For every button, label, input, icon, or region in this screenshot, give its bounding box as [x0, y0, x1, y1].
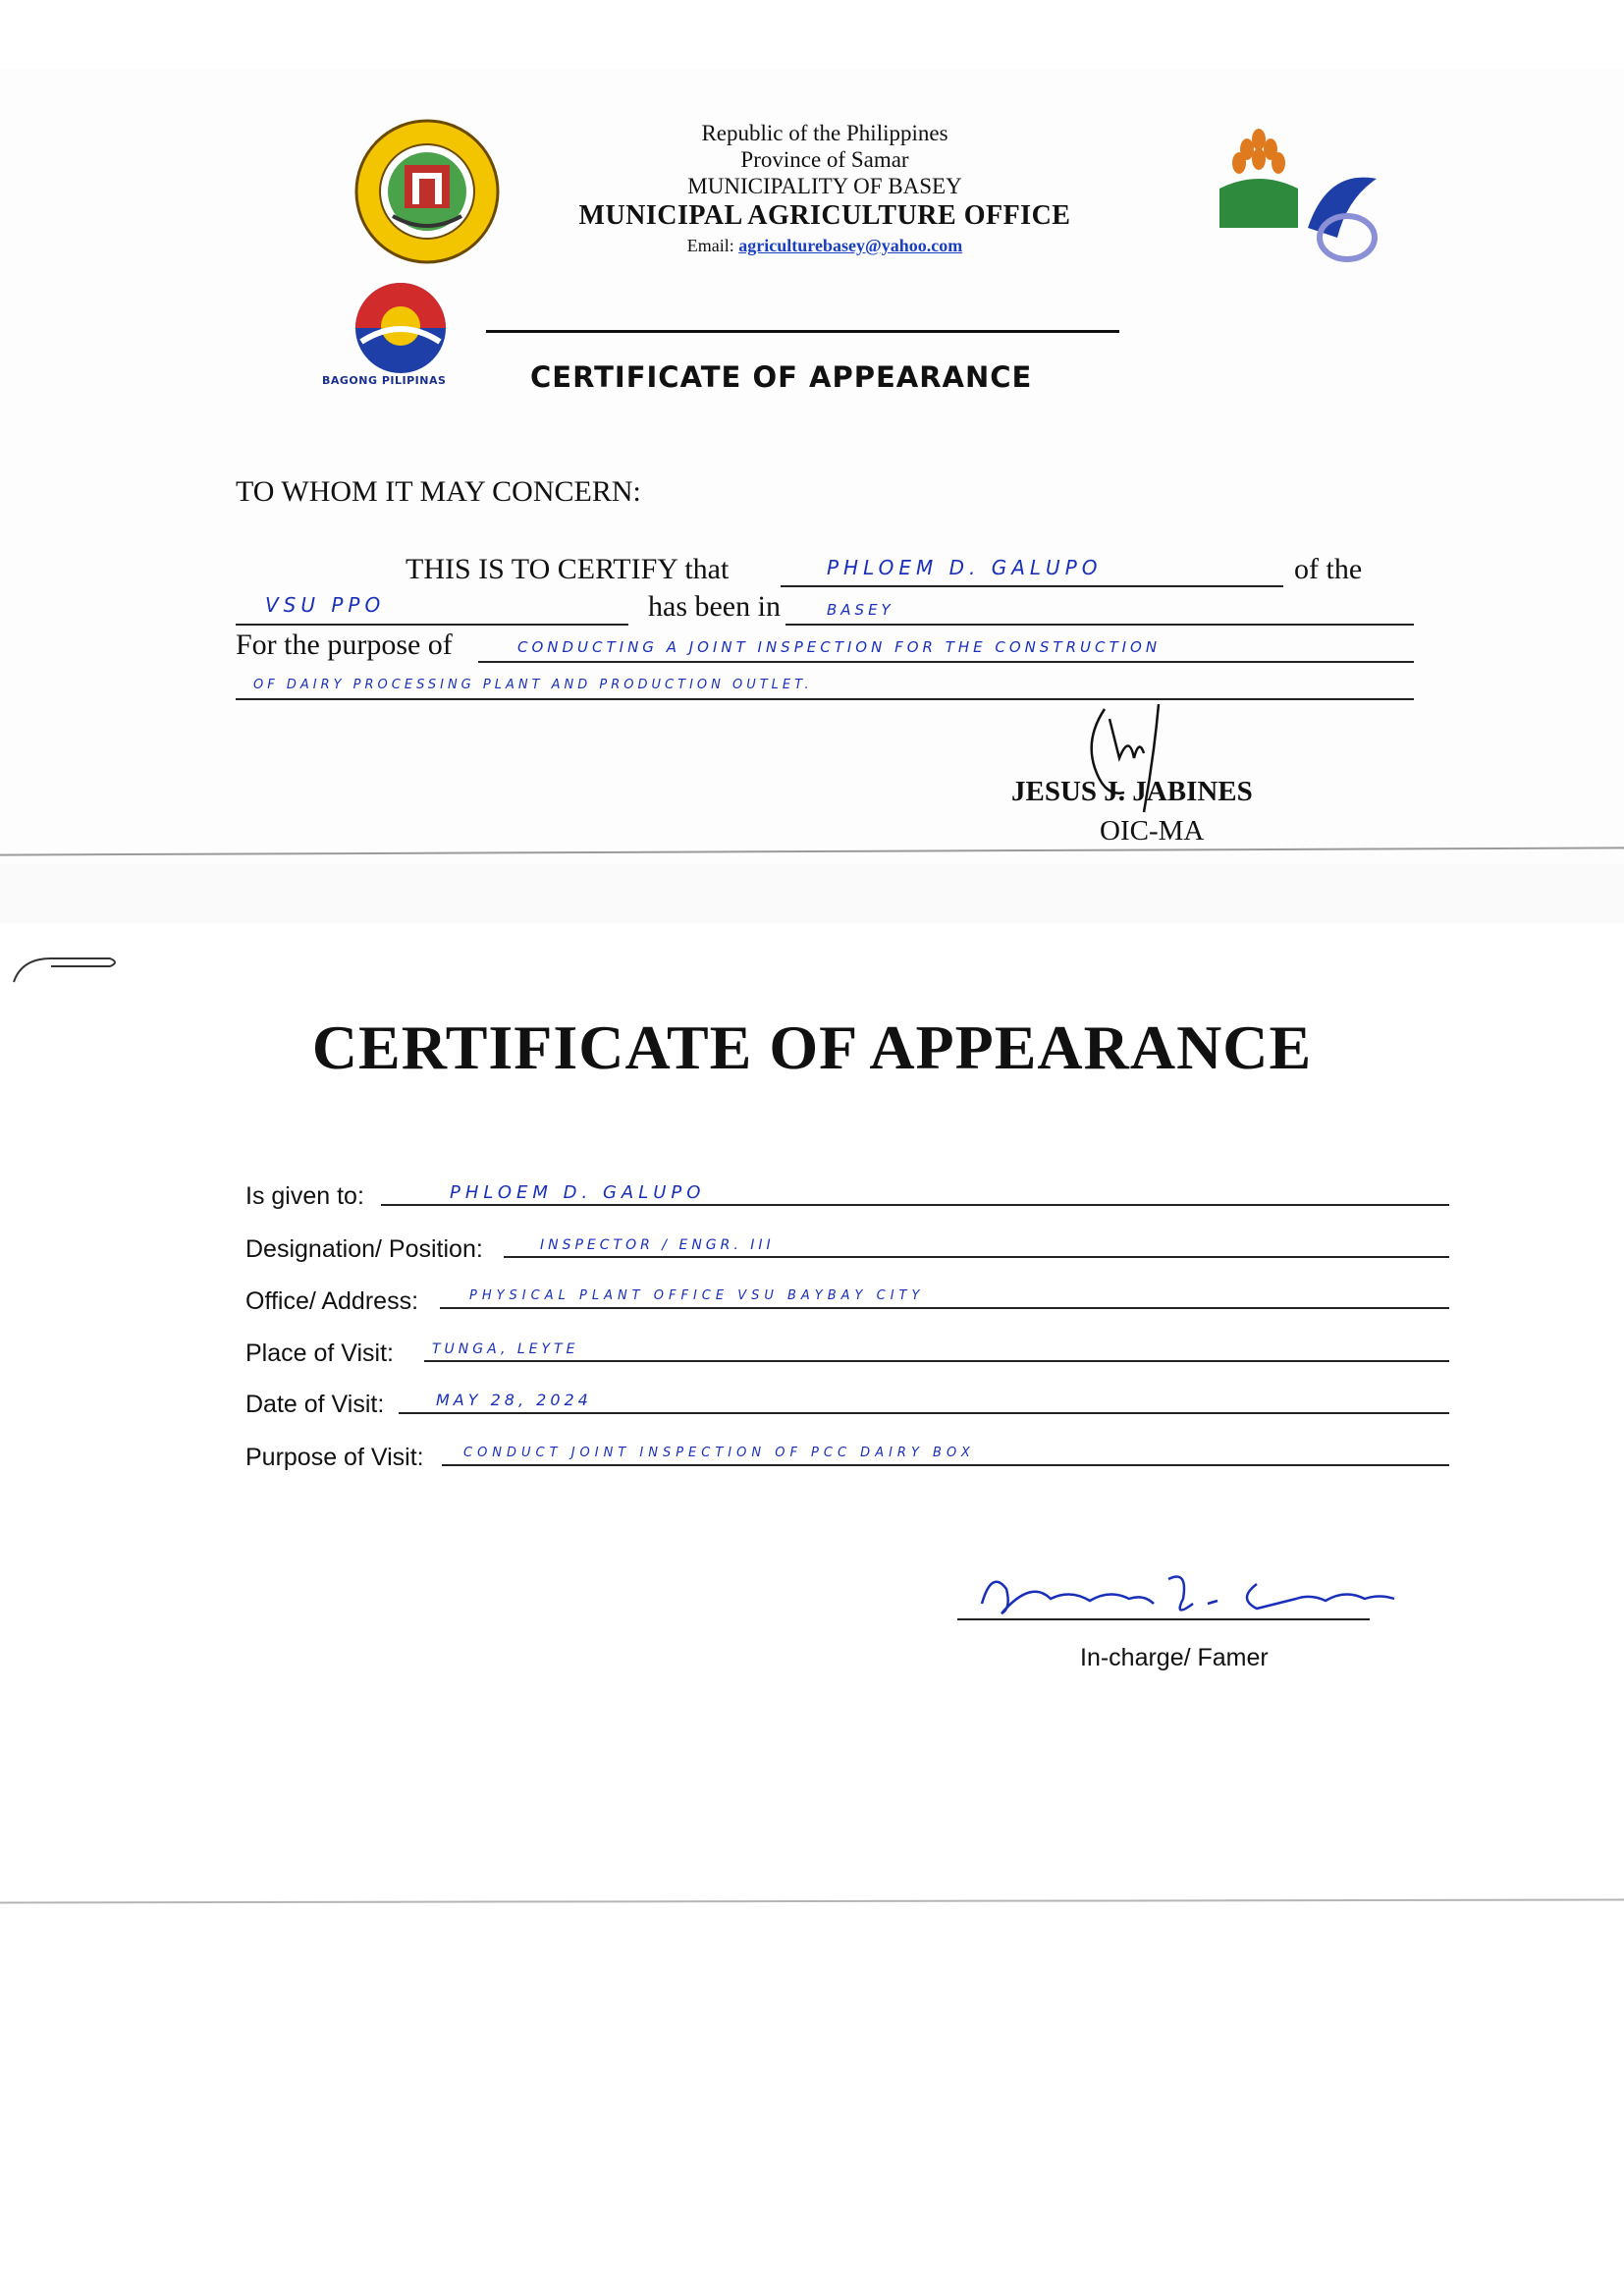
- agriculture-logo: [1210, 120, 1381, 267]
- field-label-purpose: Purpose of Visit:: [245, 1444, 424, 1471]
- place-underline: [785, 624, 1414, 626]
- org-underline: [236, 624, 628, 626]
- header-line-municipality: MUNICIPALITY OF BASEY: [687, 174, 962, 198]
- email-link[interactable]: agriculturebasey@yahoo.com: [738, 236, 963, 255]
- salutation: TO WHOM IT MAY CONCERN:: [236, 475, 641, 508]
- signatory-name: JESUS J. JABINES: [1011, 776, 1253, 807]
- certificate-1-title: CERTIFICATE OF APPEARANCE: [530, 360, 1033, 394]
- field-value-given-to: PHLOEM D. GALUPO: [450, 1182, 706, 1203]
- field-label-given-to: Is given to:: [245, 1182, 364, 1210]
- certificate-2-title: CERTIFICATE OF APPEARANCE: [311, 1012, 1313, 1082]
- field-label-date: Date of Visit:: [245, 1391, 385, 1418]
- signature-line: [957, 1618, 1370, 1620]
- paper-clip: [12, 953, 120, 992]
- header-office-name: MUNICIPAL AGRICULTURE OFFICE: [578, 200, 1071, 231]
- purpose-underline-2: [236, 698, 1414, 700]
- purpose-label: For the purpose of: [236, 629, 453, 661]
- municipality-seal-logo: [353, 118, 501, 265]
- certify-prefix: THIS IS TO CERTIFY that: [406, 553, 730, 585]
- letterhead: [550, 120, 1100, 259]
- handwritten-org: VSU PPO: [265, 593, 386, 617]
- handwritten-purpose-2: OF DAIRY PROCESSING PLANT AND PRODUCTION OUTLET.: [253, 678, 813, 692]
- page-gap: [0, 864, 1624, 923]
- in-charge-label: In-charge/ Famer: [1080, 1644, 1269, 1671]
- bagong-pilipinas-label: BAGONG PILIPINAS: [322, 374, 447, 387]
- purpose-underline-1: [478, 661, 1414, 663]
- header-line-province: Province of Samar: [740, 147, 909, 172]
- field-label-office: Office/ Address:: [245, 1287, 419, 1315]
- field-line-designation: [504, 1256, 1449, 1258]
- has-been-in-text: has been in: [648, 590, 781, 623]
- field-line-given-to: [381, 1204, 1449, 1206]
- signatory-title: OIC-MA: [1100, 815, 1205, 847]
- field-value-place: TUNGA, LEYTE: [432, 1341, 579, 1357]
- field-line-place: [424, 1360, 1449, 1362]
- field-value-designation: INSPECTOR / ENGR. III: [540, 1237, 775, 1253]
- field-value-purpose: CONDUCT JOINT INSPECTION OF PCC DAIRY BOX: [463, 1446, 975, 1460]
- of-the-text: of the: [1294, 553, 1363, 585]
- name-underline: [781, 585, 1283, 587]
- email-label: Email:: [686, 236, 734, 255]
- handwritten-purpose-1: CONDUCTING A JOINT INSPECTION FOR THE CONSTRUCTION: [517, 638, 1162, 656]
- handwritten-name: PHLOEM D. GALUPO: [827, 556, 1103, 579]
- field-value-date: MAY 28, 2024: [436, 1391, 592, 1409]
- field-line-purpose: [442, 1464, 1449, 1466]
- header-line-republic: Republic of the Philippines: [701, 121, 948, 145]
- page-edge-bottom: [0, 1899, 1624, 1908]
- handwritten-place: BASEY: [827, 601, 894, 619]
- field-value-office: PHYSICAL PLANT OFFICE VSU BAYBAY CITY: [469, 1288, 925, 1303]
- field-label-designation: Designation/ Position:: [245, 1235, 483, 1263]
- field-line-date: [399, 1412, 1449, 1414]
- bagong-pilipinas-logo: [340, 277, 462, 375]
- header-email-row: [550, 233, 1100, 259]
- header-rule: [486, 330, 1119, 333]
- field-line-office: [440, 1307, 1449, 1309]
- field-label-place: Place of Visit:: [245, 1339, 395, 1367]
